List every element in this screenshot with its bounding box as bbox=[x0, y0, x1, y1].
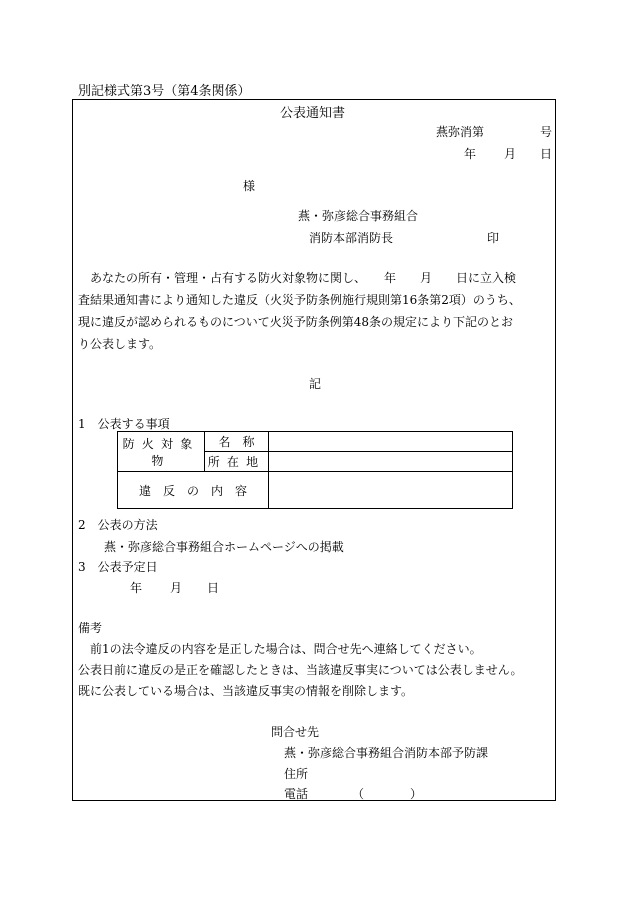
body-line-3: 現に違反が認められるものについて火災予防条例第48条の規定により下記のとお bbox=[78, 315, 514, 329]
document-number-suffix: 号 bbox=[540, 125, 553, 139]
document-number-prefix: 燕弥消第 bbox=[436, 125, 485, 139]
contact-phone-close: ） bbox=[410, 787, 423, 801]
address-label-cell bbox=[205, 452, 269, 472]
date-day: 日 bbox=[540, 147, 553, 161]
violation-value-cell bbox=[269, 472, 513, 509]
address-label: 所在地 bbox=[207, 455, 266, 469]
section1-heading: 1 公表する事項 bbox=[78, 417, 170, 431]
ki-marker: 記 bbox=[309, 377, 322, 391]
section3-year: 年 bbox=[130, 581, 143, 595]
section2-heading: 2 公表の方法 bbox=[78, 518, 158, 532]
contact-phone-open: （ bbox=[352, 787, 365, 801]
remarks-line-1: 前1の法令違反の内容を是正した場合は、問合せ先へ連絡してください。 bbox=[90, 642, 482, 656]
date-month: 月 bbox=[504, 147, 517, 161]
body-line-1: あなたの所有・管理・占有する防火対象物に関し、 年 月 日に立入検 bbox=[90, 271, 517, 285]
object-label: 防火対象物 bbox=[122, 436, 200, 468]
name-label-cell bbox=[205, 432, 269, 452]
contact-phone-row bbox=[284, 785, 422, 802]
section3-heading: 3 公表予定日 bbox=[78, 560, 158, 574]
section3-month: 月 bbox=[170, 581, 183, 595]
address-value-cell bbox=[269, 452, 513, 472]
section2-content: 燕・弥彦総合事務組合ホームページへの掲載 bbox=[104, 540, 344, 554]
remarks-line-3: 既に公表している場合は、当該違反事実の情報を削除します。 bbox=[78, 684, 414, 698]
date-year: 年 bbox=[464, 147, 477, 161]
contact-address-label: 住所 bbox=[284, 767, 309, 781]
name-value-cell bbox=[269, 432, 513, 452]
addressee-suffix: 様 bbox=[243, 179, 256, 193]
violation-label: 違 反 の 内 容 bbox=[138, 483, 247, 498]
issuer-org: 燕・弥彦総合事務組合 bbox=[298, 209, 419, 223]
form-label: 別記様式第3号（第4条関係） bbox=[78, 84, 251, 99]
contact-phone-label: 電話 bbox=[284, 787, 309, 801]
body-line-2: 査結果通知書により通知した違反（火災予防条例施行規則第16条第2項）のうち、 bbox=[78, 293, 521, 307]
publication-items-table bbox=[117, 431, 513, 509]
remarks-line-2: 公表日前に違反の是正を確認したときは、当該違反事実については公表しません。 bbox=[78, 663, 523, 677]
document-title: 公表通知書 bbox=[280, 106, 346, 121]
remarks-heading: 備考 bbox=[78, 621, 103, 635]
violation-label-cell bbox=[118, 472, 269, 509]
object-label-cell bbox=[118, 432, 205, 472]
issuer-seal: 印 bbox=[487, 231, 500, 245]
contact-heading: 問合せ先 bbox=[271, 725, 320, 739]
body-line-4: り公表します。 bbox=[78, 337, 162, 351]
section3-day: 日 bbox=[207, 581, 220, 595]
name-label: 名 称 bbox=[218, 435, 255, 449]
contact-org: 燕・弥彦総合事務組合消防本部予防課 bbox=[284, 746, 489, 760]
issuer-chief: 消防本部消防長 bbox=[309, 231, 394, 245]
